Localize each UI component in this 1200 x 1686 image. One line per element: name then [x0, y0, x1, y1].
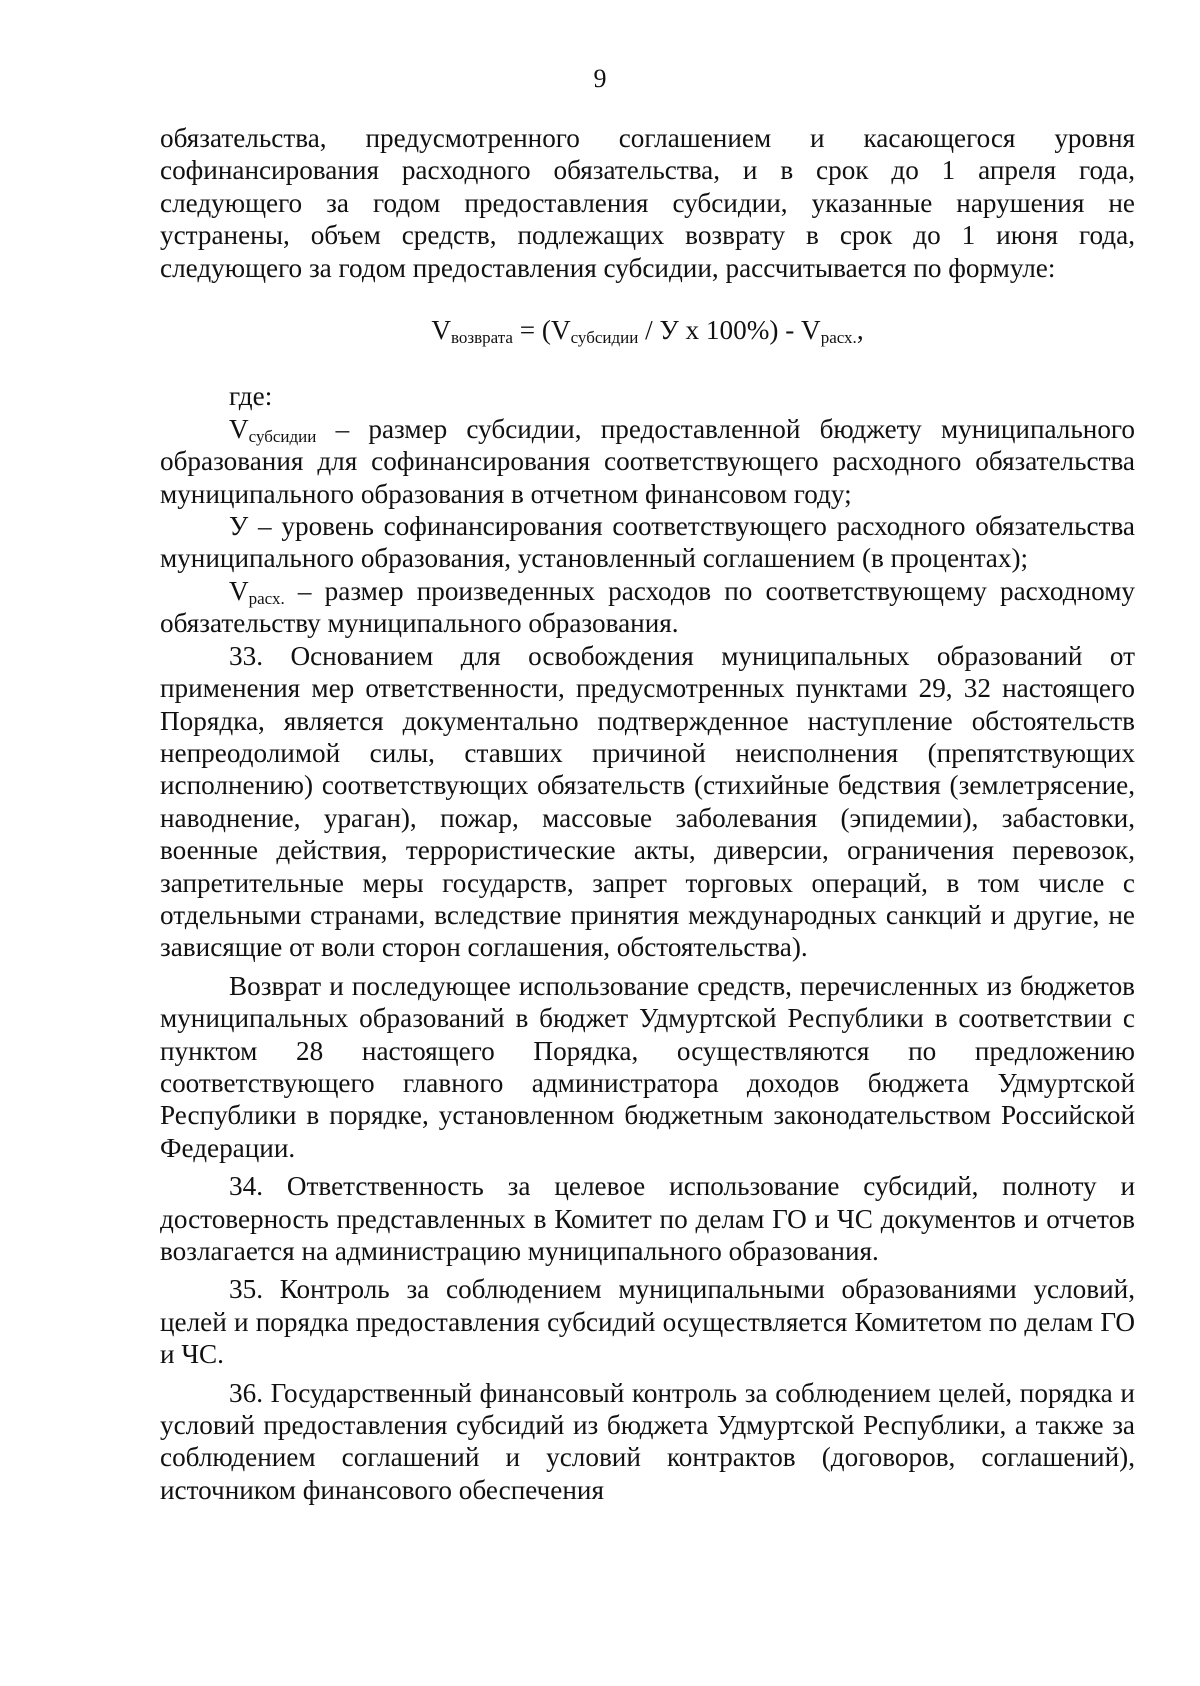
- page-content: [160, 122, 1135, 1506]
- formula-eq-open: = (V: [512, 315, 571, 346]
- paragraph-return-funds: Возврат и последующее использование средств, перечисленных из бюджетов муниципальных образований в бюджет Удмуртской Республики в соответствии с пунктом 28 настоящего Порядка, осуществляются по предложению соответствующего главного администратора доходов бюджета Удмуртской Республики в порядке, установленном бюджетным законодательством Российской Федерации.: [160, 970, 1135, 1163]
- definition-symbol: V: [229, 413, 249, 444]
- page-number: 9: [593, 64, 607, 93]
- formula-middle: / У х 100%) - V: [638, 315, 821, 346]
- where-label: где:: [229, 381, 273, 412]
- definition-symbol: V: [229, 575, 249, 606]
- definition-v-subsidii: [160, 413, 1135, 510]
- definition-subscript: субсидии: [248, 426, 317, 446]
- formula-sub-rasx: расх.: [820, 328, 857, 348]
- definition-text: – уровень софинансирования соответствующего расходного обязательства муниципального образования, установленный соглашением (в процентах);: [160, 511, 1135, 574]
- paragraph-36: 36. Государственный финансовый контроль за соблюдением целей, порядка и условий предоставления субсидий из бюджета Удмуртской Республики, а также за соблюдением соглашений и условий контрактов (договоров, соглашений), источником финансового обеспечения: [160, 1377, 1135, 1505]
- intro-paragraph: обязательства, предусмотренного соглашением и касающегося уровня софинансирования расходного обязательства, и в срок до 1 апреля года, следующего за годом предоставления субсидии, указанные нарушения не устранены, объем средств, подлежащих возврату в срок до 1 июня года, следующего за годом предоставления субсидии, рассчитывается по формуле:: [160, 123, 1135, 283]
- formula-sub-vozvrata: возврата: [451, 328, 513, 348]
- definition-v-rasx: [160, 575, 1135, 640]
- return-formula: [160, 314, 1135, 346]
- formula-v-symbol: V: [431, 315, 452, 346]
- paragraph-33: 33. Основанием для освобождения муниципальных образований от применения мер ответственности, предусмотренных пунктами 29, 32 настоящего Порядка, является документально подтвержденное наступление обстоятельств непреодолимой силы, ставших причиной неисполнения (препятствующих исполнению) соответствующих обязательств (стихийные бедствия (землетрясение, наводнение, ураган), пожар, массовые заболевания (эпидемии), забастовки, военные действия, террористические акты, диверсии, ограничения перевозок, запретительные меры государств, запрет торговых операций, в том числе с отдельными странами, вследствие принятия международных санкций и другие, не зависящие от воли сторон соглашения, обстоятельства).: [160, 640, 1135, 963]
- definition-u: [160, 510, 1135, 575]
- definition-symbol: У: [229, 511, 249, 542]
- formula-sub-subsidii: субсидии: [570, 328, 639, 348]
- definition-text: – размер субсидии, предоставленной бюджету муниципального образования для софинансирования соответствующего расходного обязательства муниципального образования в отчетном финансовом году;: [160, 413, 1135, 509]
- paragraph-35: 35. Контроль за соблюдением муниципальными образованиями условий, целей и порядка предоставления субсидий осуществляется Комитетом по делам ГО и ЧС.: [160, 1274, 1135, 1370]
- definition-subscript: расх.: [248, 588, 285, 608]
- formula-tail: ,: [856, 315, 864, 346]
- definition-text: – размер произведенных расходов по соответствующему расходному обязательству муниципального образования.: [160, 575, 1135, 639]
- paragraph-34: 34. Ответственность за целевое использование субсидий, полноту и достоверность представленных в Комитет по делам ГО и ЧС документов и отчетов возлагается на администрацию муниципального образования.: [160, 1171, 1135, 1266]
